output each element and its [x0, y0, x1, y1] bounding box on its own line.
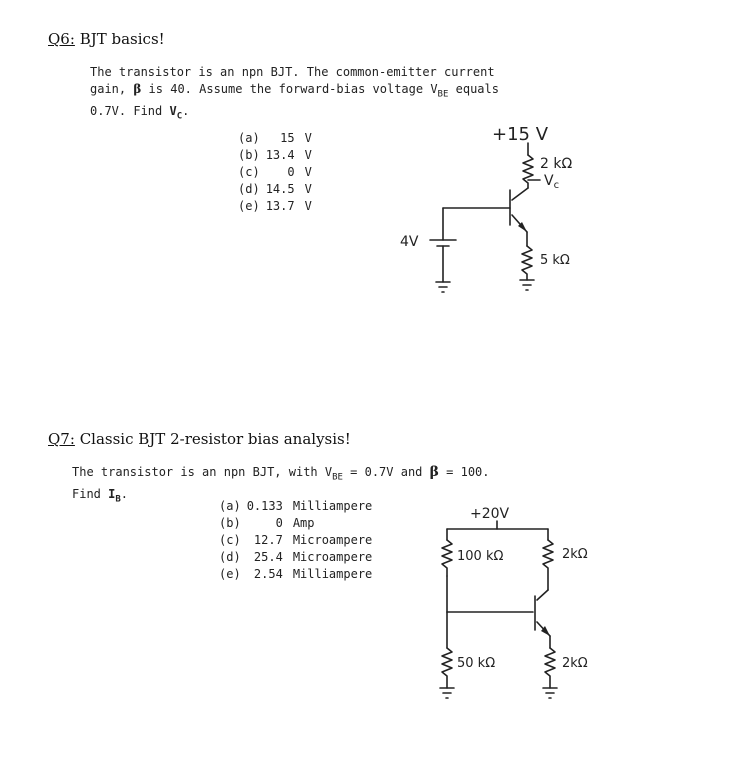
q6-supply-label: +15 V: [492, 124, 549, 145]
q7-re-label: 2kΩ: [562, 656, 588, 671]
q7-line-2: Find $I_B$.: [72, 487, 129, 505]
q6-option-c: (c) 0 V: [238, 165, 312, 179]
beta-symbol: β: [133, 82, 142, 96]
q7-r1-label: 100 kΩ: [457, 549, 504, 564]
q6-option-a: (a) 15 V: [238, 131, 312, 145]
q7-rc-resistor: [543, 540, 553, 590]
q7-r2-resistor: [442, 648, 452, 688]
q7-r1-resistor: [442, 540, 452, 576]
q6-option-e: (e) 13.7 V: [238, 199, 312, 213]
q6-line-3: 0.7V. Find $V_C$.: [90, 104, 190, 122]
q6-line-2: gain, β is 40. Assume the forward-bias voltage $V_{BE}$ equals: [90, 82, 499, 100]
q7-option-a: (a) 0.133 Milliampere: [219, 499, 373, 513]
q7-option-d: (d) 25.4 Microampere: [219, 550, 373, 564]
q7-option-c: (c) 12.7 Microampere: [219, 533, 373, 547]
q6-line-1: The transistor is an npn BJT. The common-emitter current: [90, 65, 495, 79]
q7-supply-label: +20V: [470, 506, 510, 522]
q6-number: Q6:: [48, 30, 75, 48]
q6-re-resistor: [522, 246, 532, 280]
q6-title: BJT basics!: [79, 30, 165, 48]
q6-rc-label: 2 kΩ: [540, 156, 573, 172]
q6-re-label: 5 kΩ: [540, 253, 570, 268]
q7-option-e: (e) 2.54 Milliampere: [219, 567, 373, 581]
q6-option-d: (d) 14.5 V: [238, 182, 312, 196]
q7-number: Q7:: [48, 430, 75, 448]
q7-line-1: The transistor is an npn BJT, with $V_{BE} = 0.7V$ and β = 100.: [72, 464, 490, 483]
q7-option-b: (b) 0 Amp: [219, 516, 315, 530]
q6-base-source-label: 4V: [400, 234, 419, 250]
q6-circuit: [430, 143, 540, 292]
q7-re-resistor: [545, 648, 555, 688]
q6-option-b: (b) 13.4 V: [238, 148, 312, 162]
q6-rc-resistor: [523, 155, 533, 188]
q7-circuit: [440, 521, 557, 698]
q6-vc-label: $V_c$: [544, 173, 560, 191]
q7-title: Classic BJT 2-resistor bias analysis!: [79, 430, 351, 448]
q7-rc-label: 2kΩ: [562, 547, 588, 562]
q7-r2-label: 50 kΩ: [457, 656, 496, 671]
beta-symbol: β: [429, 464, 439, 480]
